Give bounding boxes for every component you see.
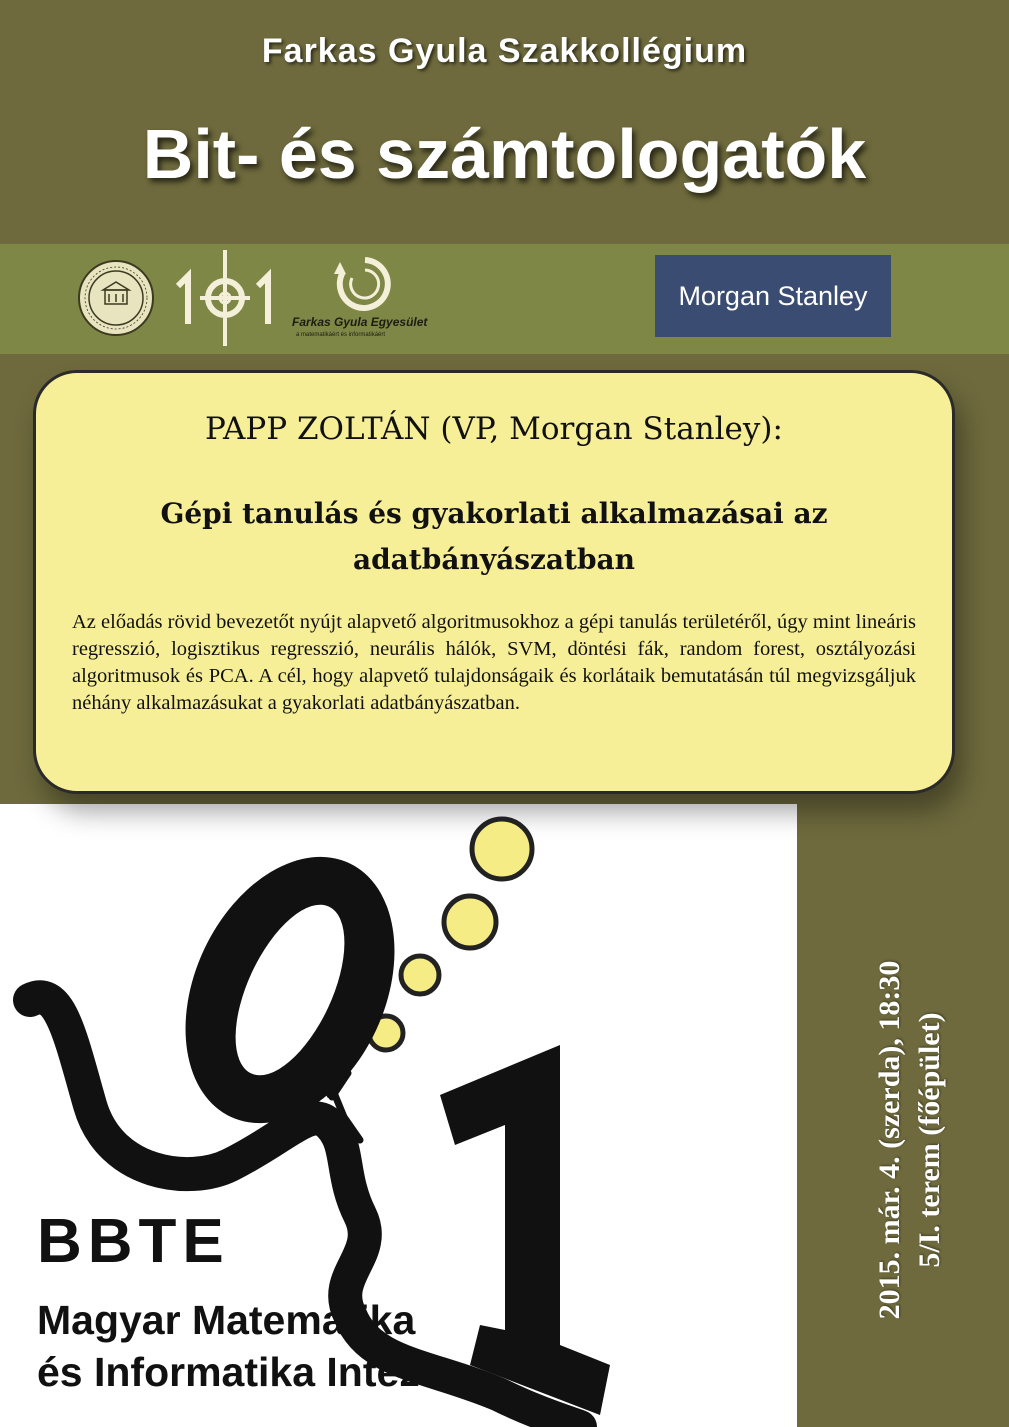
talk-title: Gépi tanulás és gyakorlati alkalmazásai az adatbányászatban [160,497,828,576]
institute-name [37,1294,456,1398]
farkas-egyesulet-logo [330,254,400,314]
binary-target-logo [172,246,278,350]
talk-abstract: Az előadás rövid bevezetőt nyújt alapvető algoritmusokhoz a gépi tanulás területéről, úgy mint lineáris regresszió, logisztikus regresszió, neurális hálók, SVM, döntési fák, random forest, osztályozási algoritmusok és PCA. A cél, hogy alapvető tulajdonságaik és korlátaik bemutatásán túl megvizsgáljuk néhány alkalmazásukat a gyakorlati adatbányászatban. [72,611,916,714]
sponsor-logo [655,255,891,337]
event-datetime: 2015. már. 4. (szerda), 18:30 [873,960,906,1320]
lecture-card [33,370,955,794]
thought-bubble-small [401,956,439,994]
poster-title: Bit- és számtologatók [142,115,867,193]
farkas-egyesulet-name: Farkas Gyula Egyesület [292,315,428,329]
speaker-line: PAPP ZOLTÁN (VP, Morgan Stanley): [205,411,783,447]
event-info [870,900,950,1380]
thought-bubble-large [472,819,532,879]
university-seal-logo [76,258,156,338]
university-name: BBTE [37,1207,230,1276]
digit-zero-shape [145,823,436,1157]
institute-line-1: Magyar Matematika [37,1297,416,1343]
thought-bubble-medium [444,896,496,948]
digit-one-shape [440,1045,610,1415]
organization-name: Farkas Gyula Szakkollégium [261,32,748,70]
institute-line-2: és Informatika Intézet [37,1349,457,1395]
event-location: 5/I. terem (főépület) [913,1012,946,1268]
farkas-egyesulet-tagline: a matematikáért és informatikáért [296,332,386,338]
sponsor-name: Morgan Stanley [678,280,868,311]
